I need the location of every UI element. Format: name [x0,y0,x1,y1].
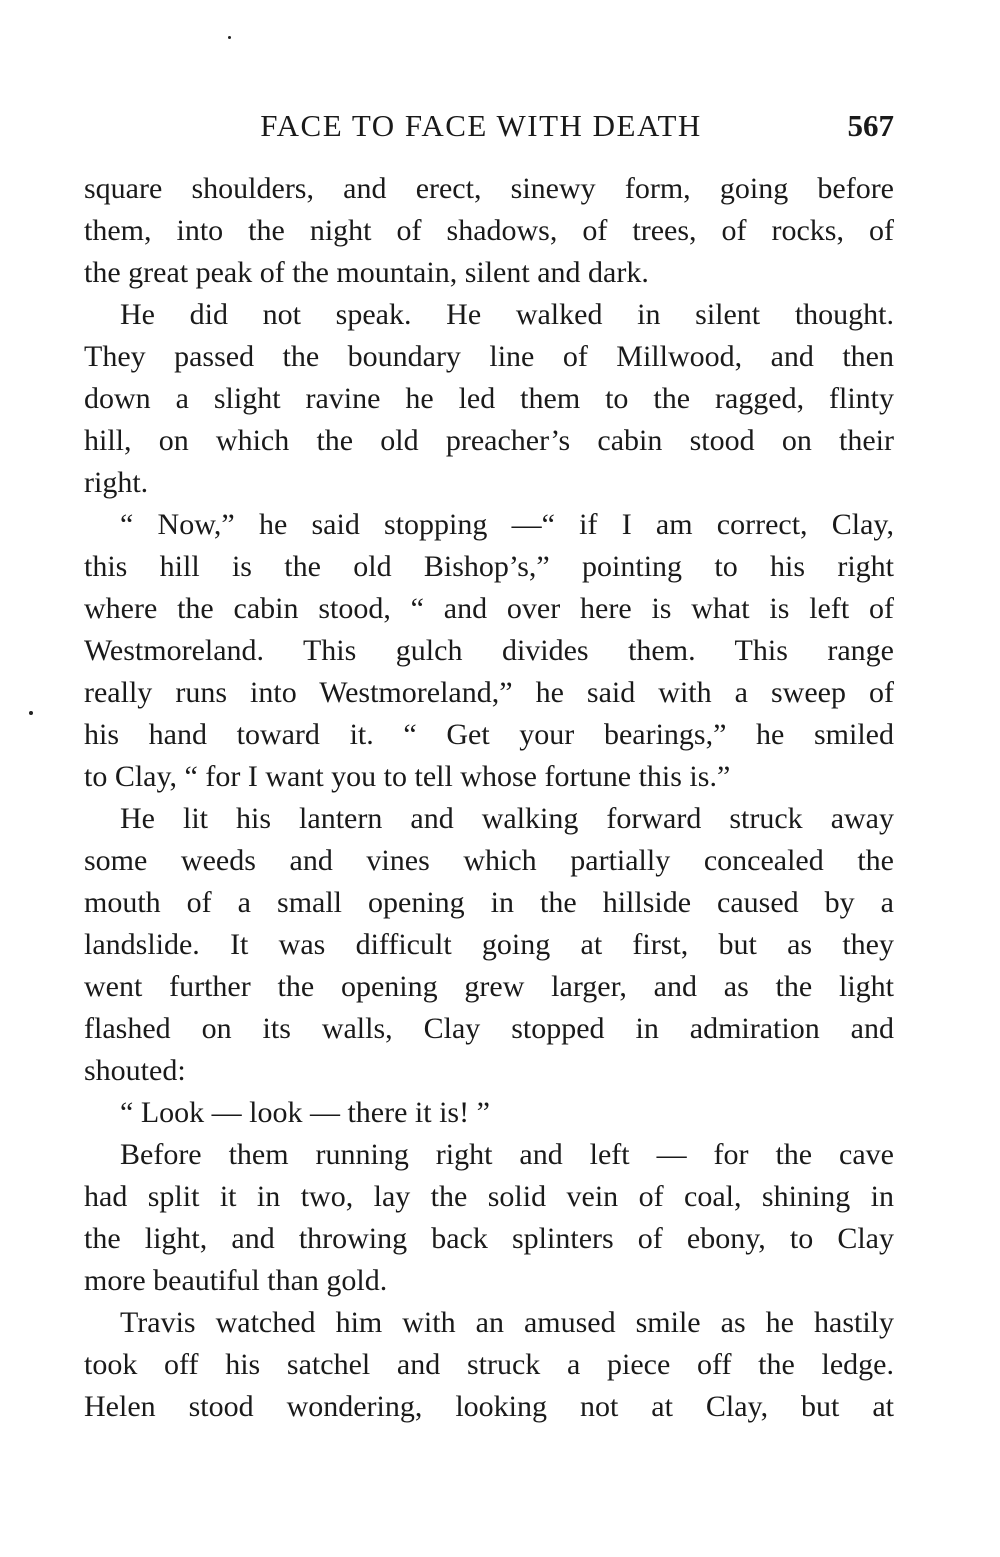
text-line: “ Now,” he said stopping —“ if I am correct, Clay, [120,508,894,541]
text-line: They passed the boundary line of Millwood, and then [84,340,894,373]
text-line: He did not speak. He walked in silent thought. [120,298,894,331]
text-line: more beautiful than gold. [84,1264,388,1297]
paragraph [84,1302,894,1428]
text-line: Travis watched him with an amused smile as he hastily [120,1306,894,1339]
page-header [84,104,894,148]
paragraph [84,798,894,1092]
paragraph [84,168,894,294]
text-line: the great peak of the mountain, silent and dark. [84,256,649,289]
scan-speck [228,36,231,39]
paragraph [84,294,894,504]
text-line: “ Look — look — there it is! ” [120,1096,490,1129]
text-line: Before them running right and left — for the cave [120,1138,894,1171]
text-line: mouth of a small opening in the hillside caused by a [84,886,894,919]
scan-speck [29,711,33,715]
body-text [84,168,894,1428]
text-line: He lit his lantern and walking forward struck away [120,802,894,835]
paragraph [84,504,894,798]
text-line: where the cabin stood, “ and over here is what is left of [84,592,894,625]
text-line: square shoulders, and erect, sinewy form, going before [84,172,894,205]
text-line: down a slight ravine he led them to the ragged, flinty [84,382,894,415]
text-line: Helen stood wondering, looking not at Clay, but at [84,1390,894,1423]
text-line: some weeds and vines which partially concealed the [84,844,894,877]
text-line: his hand toward it. “ Get your bearings,” he smiled [84,718,894,751]
text-line: this hill is the old Bishop’s,” pointing to his right [84,550,894,583]
text-line: to Clay, “ for I want you to tell whose fortune this is.” [84,760,731,793]
running-title: FACE TO FACE WITH DEATH [260,108,702,143]
paragraph [84,1092,894,1134]
text-line: the light, and throwing back splinters of ebony, to Clay [84,1222,894,1255]
page-number: 567 [847,108,894,143]
text-line: hill, on which the old preacher’s cabin stood on their [84,424,894,457]
text-line: shouted: [84,1054,186,1087]
paragraph [84,1134,894,1302]
text-line: Westmoreland. This gulch divides them. This range [84,634,894,667]
text-line: went further the opening grew larger, and as the light [84,970,894,1003]
text-line: them, into the night of shadows, of trees, of rocks, of [84,214,894,247]
text-line: landslide. It was difficult going at first, but as they [84,928,894,961]
text-line: had split it in two, lay the solid vein of coal, shining in [84,1180,894,1213]
text-line: flashed on its walls, Clay stopped in admiration and [84,1012,894,1045]
text-line: really runs into Westmoreland,” he said with a sweep of [84,676,894,709]
text-line: took off his satchel and struck a piece off the ledge. [84,1348,894,1381]
text-line: right. [84,466,149,499]
